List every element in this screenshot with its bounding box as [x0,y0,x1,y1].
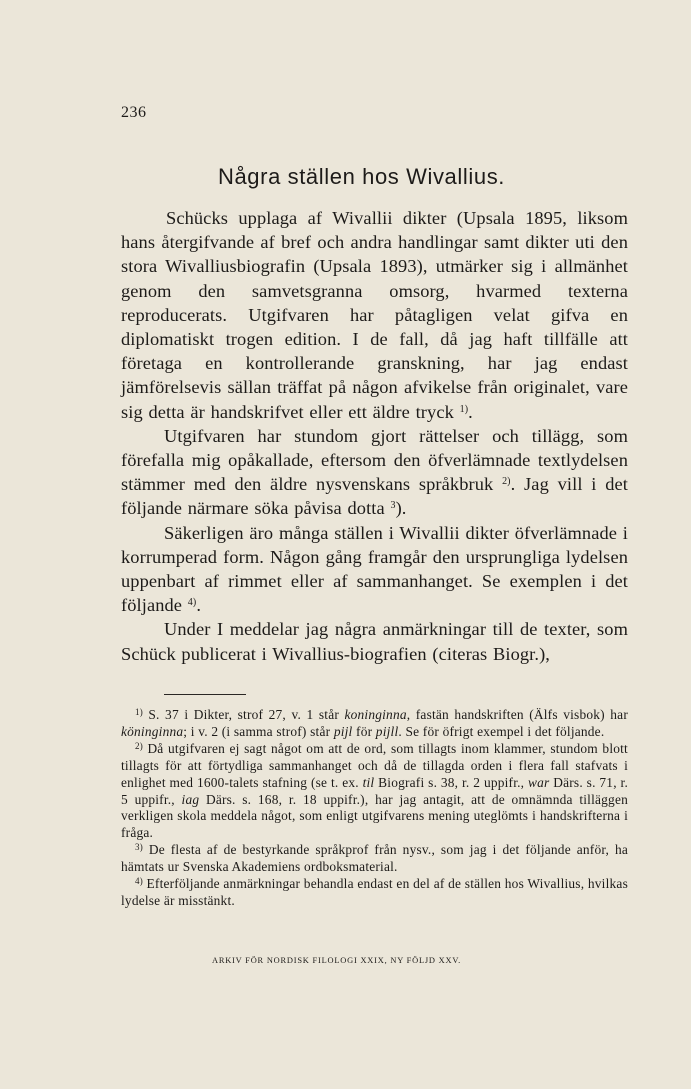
journal-footer: ARKIV FÖR NORDISK FILOLOGI XXIX, NY FÖLJD XXV. [211,956,462,965]
footnote: $^{1)}$ S. 37 i Dikter, strof 27, v. 1 står koninginna, fastän handskriften (Älfs visbok) har köninginna; i v. 2 (i samma strof) står pijl för pijll. Se för öfrigt exempel i det följande. [121,707,628,739]
footnote: $^{4)}$ Efterföljande anmärkningar behandla endast en del af de ställen hos Wivallius, hvilkas lydelse är misstänkt. [121,876,628,908]
body-text [121,206,628,666]
paragraph: Under I meddelar jag några anmärkningar till de texter, som Schück publicerat i Wivallius-biografien (citeras Biogr.), [121,619,628,664]
footnote-ref[interactable]: 1) [459,403,469,415]
footnote-ref[interactable]: 4) [187,597,197,609]
footnote-ref[interactable]: 2) [502,476,511,488]
page-number: 236 [121,104,147,121]
footnotes [121,707,628,910]
page-title: Några ställen hos Wivallius. [217,164,506,189]
footnote-divider [164,694,246,695]
footnote: $^{2)}$ Då utgifvaren ej sagt något om att de ord, som tillagts inom klammer, stundom blott tillagts för att förtydliga sammanhanget och då de tillagda orden i flera fall stafvats i enlighet med 1600-talets stafning (se t. ex. til Biografi s. 38, r. 2 uppifr., war Därs. s. 71, r. 5 uppifr., iag Därs. s. 168, r. 18 uppifr.), har jag antagit, att de omnämnda tilläggen verkligen skola meddela något, som enligt utgifvarens mening uteglömts i handskrifterna i fråga. [121,740,629,841]
paragraph: Schücks upplaga af Wivallii dikter (Upsala 1895, liksom hans återgifvande af bref och andra handlingar samt dikter uti den stora Wivalliusbiografin (Upsala 1893), utmärker sig i allmänhet genom den samvetsgranna omsorg, hvarmed texterna reproducerats. Utgifvaren har påtagligen velat gifva en diplomatiskt trogen edition. I de fall, då jag haft tillfälle att företaga en kontrollerande granskning, har jag endast jämförelsevis sällan träffat på någon afvikelse från originalet, vare sig detta är handskrifvet eller ett äldre tryck $^{1)}$. [121,208,628,422]
footnote-ref[interactable]: 3 [390,500,396,512]
paragraph: Utgifvaren har stundom gjort rättelser och tillägg, som förefalla mig opåkallade, eftersom den öfverlämnade textlydelsen stämmer med den äldre nysvenskans språkbruk $^{2)}$. Jag vill i det följande närmare söka påvisa dotta $^3$). [121,425,628,519]
footnote: $^{3)}$ De flesta af de bestyrkande språkprof från nysv., som jag i det följande anför, ha hämtats ur Svenska Akademiens ordboksmaterial. [121,842,628,875]
paragraph: Säkerligen äro många ställen i Wivallii dikter öfverlämnade i korrumperad form. Någon gång framgår den ursprungliga lydelsen uppenbart af rimmet eller af sammanhanget. Se exemplen i det följande $^{4)}$. [121,522,628,616]
